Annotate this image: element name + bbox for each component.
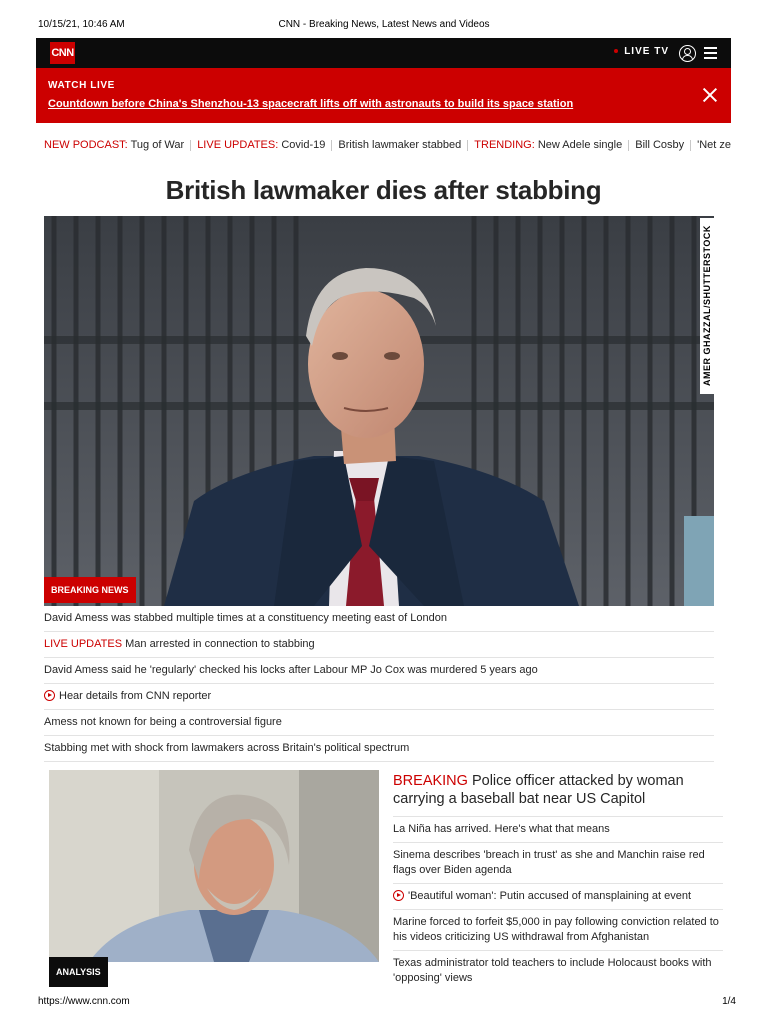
main-story-list bbox=[44, 606, 714, 762]
story-link[interactable] bbox=[44, 658, 714, 684]
secondary-headline[interactable] bbox=[393, 772, 723, 817]
trending-item-label: TRENDING: bbox=[474, 139, 535, 151]
trending-item[interactable] bbox=[338, 133, 461, 158]
story-text: Hear details from CNN reporter bbox=[59, 690, 212, 702]
trending-item-text: Covid-19 bbox=[281, 139, 326, 151]
cnn-logo[interactable]: CNN bbox=[50, 42, 75, 64]
story-link[interactable] bbox=[44, 632, 714, 658]
story-text: Stabbing met with shock from lawmakers across Britain's political spectrum bbox=[44, 742, 410, 754]
play-video-icon bbox=[393, 890, 404, 901]
trending-item[interactable] bbox=[44, 133, 184, 158]
print-datetime: 10/15/21, 10:46 AM bbox=[38, 19, 125, 30]
trending-bar bbox=[36, 133, 731, 158]
print-page-title: CNN - Breaking News, Latest News and Videos bbox=[278, 19, 490, 30]
trending-separator bbox=[190, 140, 191, 151]
print-header bbox=[0, 0, 768, 40]
analysis-badge: ANALYSIS bbox=[49, 957, 108, 987]
trending-separator bbox=[690, 140, 691, 151]
breaking-news-badge: BREAKING NEWS bbox=[44, 577, 136, 603]
live-dot-icon bbox=[614, 49, 618, 53]
trending-separator bbox=[331, 140, 332, 151]
secondary-story-link[interactable] bbox=[393, 843, 723, 884]
story-text: Man arrested in connection to stabbing bbox=[125, 638, 315, 650]
close-icon[interactable] bbox=[703, 88, 717, 102]
trending-item[interactable] bbox=[197, 133, 325, 158]
live-tv-link[interactable] bbox=[614, 46, 669, 57]
photo-credit: AMER GHAZZAL/SHUTTERSTOCK bbox=[700, 218, 714, 394]
user-icon[interactable] bbox=[679, 45, 696, 62]
trending-separator bbox=[467, 140, 468, 151]
secondary-story-link[interactable] bbox=[393, 884, 723, 910]
print-page-number: 1/4 bbox=[722, 996, 736, 1007]
secondary-image[interactable] bbox=[49, 770, 379, 962]
secondary-story-link[interactable] bbox=[393, 951, 723, 991]
secondary-headline-text: Police officer attacked by woman carrying a baseball bat near US Capitol bbox=[393, 773, 684, 807]
live-tv-label: LIVE TV bbox=[624, 46, 669, 57]
secondary-story-text: 'Beautiful woman': Putin accused of mansplaining at event bbox=[408, 890, 692, 902]
story-link[interactable] bbox=[44, 710, 714, 736]
watch-live-label: WATCH LIVE bbox=[48, 80, 115, 91]
print-footer bbox=[0, 994, 768, 1024]
story-link[interactable] bbox=[44, 606, 714, 632]
secondary-story-text: La Niña has arrived. Here's what that means bbox=[393, 823, 610, 835]
trending-item[interactable] bbox=[635, 133, 684, 158]
secondary-story-link[interactable] bbox=[393, 817, 723, 843]
menu-icon[interactable] bbox=[704, 47, 717, 59]
secondary-photo-illustration bbox=[49, 770, 379, 962]
breaking-label: BREAKING bbox=[393, 773, 468, 789]
secondary-story-text: Sinema describes 'breach in trust' as she and Manchin raise red flags over Biden agenda bbox=[393, 849, 705, 876]
story-prefix: LIVE UPDATES bbox=[44, 638, 123, 650]
trending-item-text: British lawmaker stabbed bbox=[338, 139, 462, 151]
print-url: https://www.cnn.com bbox=[38, 996, 130, 1007]
trending-item-text: New Adele single bbox=[537, 139, 623, 151]
trending-item-text: Bill Cosby bbox=[635, 139, 685, 151]
watch-live-link[interactable]: Countdown before China's Shenzhou-13 spacecraft lifts off with astronauts to build its space station bbox=[48, 98, 574, 110]
play-video-icon bbox=[44, 690, 55, 701]
story-text: David Amess said he 'regularly' checked his locks after Labour MP Jo Cox was murdered 5 years ago bbox=[44, 664, 538, 676]
story-text: Amess not known for being a controversial figure bbox=[44, 716, 282, 728]
main-headline[interactable]: British lawmaker dies after stabbing bbox=[165, 175, 602, 205]
trending-item[interactable] bbox=[474, 133, 622, 158]
secondary-story-text: Marine forced to forfeit $5,000 in pay following conviction related to his videos criticizing US withdrawal from Afghanistan bbox=[393, 916, 719, 943]
hero-photo-illustration bbox=[44, 216, 714, 606]
hero-image[interactable] bbox=[44, 216, 714, 606]
trending-item-text: 'Net ze bbox=[697, 139, 731, 151]
trending-item-text: Tug of War bbox=[130, 139, 185, 151]
story-text: David Amess was stabbed multiple times at a constituency meeting east of London bbox=[44, 612, 447, 624]
story-link[interactable] bbox=[44, 736, 714, 762]
secondary-story-link[interactable] bbox=[393, 910, 723, 951]
trending-item[interactable] bbox=[697, 133, 731, 158]
watch-live-banner bbox=[36, 68, 731, 123]
trending-item-label: LIVE UPDATES: bbox=[197, 139, 279, 151]
secondary-story-list bbox=[393, 772, 723, 991]
story-link[interactable] bbox=[44, 684, 714, 710]
secondary-story-text: Texas administrator told teachers to include Holocaust books with 'opposing' views bbox=[393, 957, 712, 984]
top-navbar bbox=[36, 38, 731, 68]
trending-separator bbox=[628, 140, 629, 151]
trending-item-label: NEW PODCAST: bbox=[44, 139, 128, 151]
